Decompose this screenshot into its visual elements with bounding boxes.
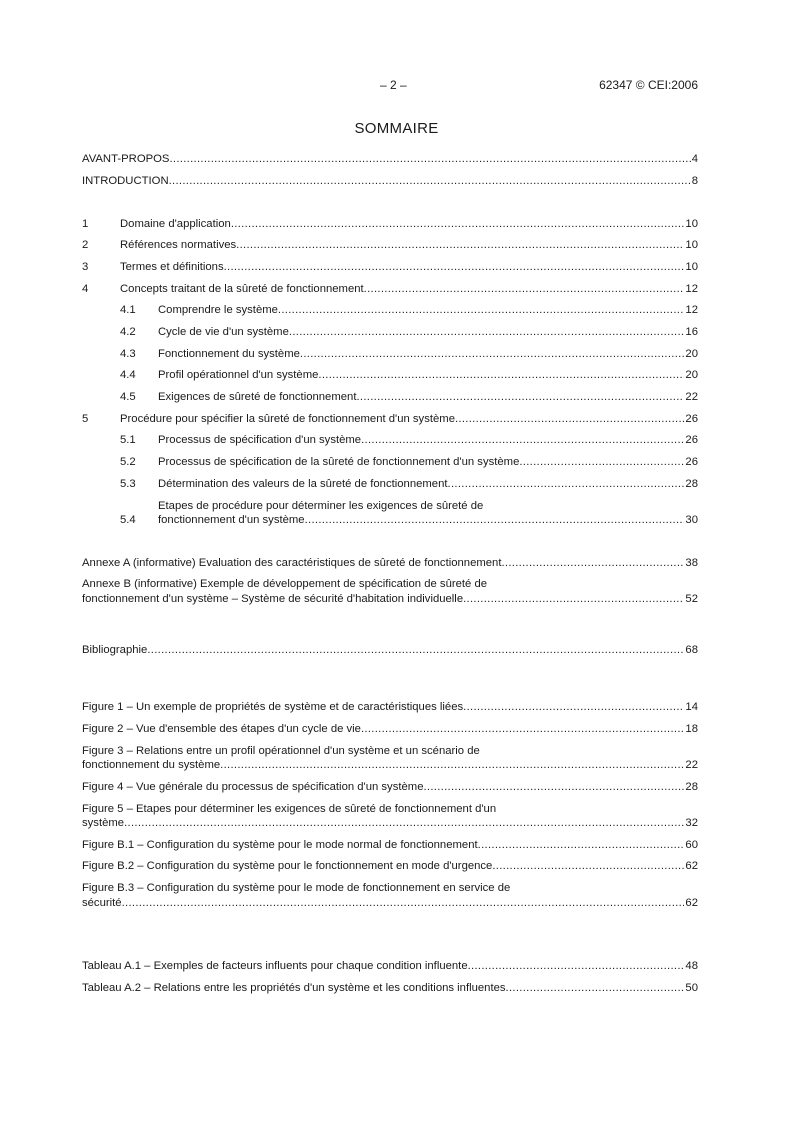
toc-entry-title — [82, 838, 698, 853]
toc-entry[interactable] — [82, 643, 698, 658]
toc-entry-page: 10 — [685, 239, 698, 252]
toc-entry[interactable] — [82, 744, 698, 773]
toc-entry-page: 12 — [685, 304, 698, 317]
toc-figures — [82, 700, 698, 910]
dot-leader — [278, 303, 685, 318]
dot-leader — [147, 643, 684, 658]
page-title: SOMMAIRE — [354, 120, 439, 137]
toc-annexes — [82, 556, 698, 607]
toc-entry-title — [82, 556, 698, 571]
dot-leader — [361, 433, 684, 448]
toc-front-matter — [82, 152, 698, 188]
dot-leader — [224, 260, 685, 275]
dot-leader — [468, 959, 685, 974]
toc-entry-number: 4.3 — [120, 347, 136, 360]
toc-entry-title-line: Tableau A.1 – Exemples de facteurs influents pour chaque condition influente — [82, 960, 468, 973]
dot-leader — [236, 238, 684, 253]
toc-entry-title — [158, 433, 698, 448]
toc-entry-title — [158, 347, 698, 362]
toc-entry-title-line: Figure 4 – Vue générale du processus de spécification d'un système — [82, 780, 424, 793]
toc-entry-number: 4.1 — [120, 304, 136, 317]
toc-entry-page: 30 — [685, 514, 698, 526]
toc-entry-number: 3 — [82, 260, 89, 273]
toc-entry-page: 28 — [685, 477, 698, 490]
toc-entry-title-line: Fonctionnement du système — [158, 347, 300, 360]
toc-entry[interactable] — [82, 174, 698, 189]
toc-entry-page: 28 — [685, 780, 698, 793]
toc-entry-number: 4.4 — [120, 369, 136, 382]
toc-entry-title — [158, 368, 698, 383]
toc-entry-page: 4 — [691, 153, 698, 166]
dot-leader — [300, 347, 685, 362]
toc-entry[interactable] — [82, 477, 698, 492]
toc-entry-number: 5.3 — [120, 477, 136, 490]
dot-leader — [492, 859, 684, 874]
toc-entry-title-line: sécurité — [82, 896, 122, 909]
toc-entry-page: 68 — [685, 643, 698, 656]
toc-entry-title — [158, 303, 698, 318]
toc-entry-title-line: système — [82, 817, 125, 829]
toc-entry-title-line: Profil opérationnel d'un système — [158, 369, 319, 382]
toc-entry-title-line: Comprendre le système — [158, 304, 278, 317]
toc-entry[interactable] — [82, 556, 698, 571]
toc-entry-title-line: Figure 2 – Vue d'ensemble des étapes d'un cycle de vie — [82, 722, 361, 735]
toc-entry-page: 62 — [685, 860, 698, 873]
dot-leader — [289, 325, 685, 340]
toc-entry-title — [82, 881, 698, 910]
toc-entry[interactable] — [82, 455, 698, 470]
toc-entry-number: 5.2 — [120, 456, 136, 469]
dot-leader — [455, 412, 684, 427]
toc-entry[interactable] — [82, 433, 698, 448]
toc-entry-title — [82, 959, 698, 974]
dot-leader — [122, 896, 685, 911]
dot-leader — [519, 455, 684, 470]
toc-entry-page: 10 — [685, 260, 698, 273]
toc-entry-page: 38 — [685, 556, 698, 569]
toc-entry[interactable] — [82, 347, 698, 362]
dot-leader — [361, 722, 684, 737]
toc-entry-title-line: Figure 3 – Relations entre un profil opérationnel d'un système et un scénario de — [82, 744, 480, 757]
toc-entry-title-line: Domaine d'application — [120, 217, 231, 230]
toc-entry-title — [82, 802, 698, 831]
toc-entry-number: 2 — [82, 239, 89, 252]
toc-entry[interactable] — [82, 412, 698, 427]
toc-entry-title — [120, 217, 698, 232]
toc-entry-page: 26 — [685, 434, 698, 447]
toc-entry-title-line: Procédure pour spécifier la sûreté de fonctionnement d'un système — [120, 412, 455, 425]
toc-entry-number: 4.5 — [120, 391, 136, 404]
dot-leader — [501, 556, 684, 571]
toc-entry-title-line: Figure B.2 – Configuration du système pour le fonctionnement en mode d'urgence — [82, 860, 493, 873]
toc-entry-title-line: Références normatives — [120, 239, 237, 252]
toc-entry-title-line: Figure B.1 – Configuration du système pour le mode normal de fonctionnement — [82, 838, 478, 851]
toc-entry-title — [158, 455, 698, 470]
toc-entry-title-line: Annexe B (informative) Exemple de développement de spécification de sûreté de — [82, 578, 488, 591]
dot-leader — [506, 981, 685, 996]
toc-entry[interactable] — [82, 700, 698, 715]
toc-entry[interactable] — [82, 390, 698, 405]
toc-entry-page: 62 — [685, 896, 698, 909]
toc-entry[interactable] — [82, 217, 698, 232]
toc-entry[interactable] — [82, 838, 698, 853]
toc-tables — [82, 959, 698, 995]
toc-entry[interactable] — [82, 152, 698, 167]
dot-leader — [423, 780, 684, 795]
toc-entry-title — [158, 390, 698, 405]
toc-entry-title — [120, 260, 698, 275]
toc-entry-page: 32 — [685, 817, 698, 829]
toc-entry-title-line: Exigences de sûreté de fonctionnement — [158, 391, 357, 404]
toc-entry-number: 5 — [82, 412, 89, 425]
toc-entry-page: 26 — [685, 456, 698, 469]
toc-entry[interactable] — [82, 722, 698, 737]
toc-entry-title-line: fonctionnement d'un système — [158, 514, 305, 526]
toc-entry-title-line: Concepts traitant de la sûreté de fonctionnement — [120, 282, 364, 295]
page-number: – 2 – — [380, 78, 407, 92]
toc-entry[interactable] — [82, 238, 698, 253]
dot-leader — [448, 477, 685, 492]
toc-entry[interactable] — [82, 499, 698, 528]
toc-entry[interactable] — [82, 260, 698, 275]
toc-entry-title-line: Bibliographie — [82, 643, 148, 656]
toc-entry[interactable] — [82, 303, 698, 318]
toc-entry-title-line: Annexe A (informative) Evaluation des caractéristiques de sûreté de fonctionnement — [82, 556, 502, 569]
toc-entry-title — [82, 722, 698, 737]
toc-entry-title-line: Etapes de procédure pour déterminer les exigences de sûreté de — [158, 499, 484, 512]
dot-leader — [478, 838, 685, 853]
toc-entry[interactable] — [82, 577, 698, 606]
toc-entry-page: 22 — [685, 391, 698, 404]
toc-entry[interactable] — [82, 881, 698, 910]
dot-leader — [364, 282, 685, 297]
toc-bibliography — [82, 643, 698, 658]
dot-leader — [463, 592, 684, 607]
toc-entry-number: 5.4 — [120, 514, 136, 526]
toc-entry[interactable] — [82, 780, 698, 795]
dot-leader — [169, 174, 691, 189]
toc-entry-title-line: Processus de spécification d'un système — [158, 434, 362, 447]
toc-entry-title — [82, 780, 698, 795]
toc-entry-title-line: fonctionnement d'un système – Système de sécurité d'habitation individuelle — [82, 592, 464, 605]
toc-entry-title-line: Détermination des valeurs de la sûreté de fonctionnement — [158, 477, 448, 490]
toc-entry-page: 16 — [685, 326, 698, 338]
toc-entry-number: 5.1 — [120, 434, 136, 447]
toc-entry-title — [120, 282, 698, 297]
toc-entry-page: 20 — [685, 369, 698, 382]
toc-entry-page: 22 — [685, 759, 698, 772]
document-reference: 62347 © CEI:2006 — [599, 78, 698, 92]
toc-entry[interactable] — [82, 802, 698, 831]
toc-entry-page: 26 — [685, 412, 698, 425]
dot-leader — [169, 152, 690, 167]
toc-entry-title — [120, 238, 698, 253]
toc-entry[interactable] — [82, 325, 698, 340]
toc-entry-page: 12 — [685, 282, 698, 295]
dot-leader — [231, 217, 685, 232]
toc-entry-title-line: Figure 1 – Un exemple de propriétés de système et de caractéristiques liées — [82, 701, 464, 714]
toc-entry-title-line: Cycle de vie d'un système — [158, 326, 289, 338]
toc-entry-title — [82, 174, 698, 189]
toc-entry-page: 14 — [685, 701, 698, 714]
toc-entry-number: 4 — [82, 282, 89, 295]
toc-entry-page: 18 — [685, 722, 698, 735]
toc-entry-title — [82, 981, 698, 996]
toc-entry-title — [158, 499, 698, 528]
dot-leader — [356, 390, 684, 405]
toc-entry-title — [82, 152, 698, 167]
toc-entry-title-line: Termes et définitions — [120, 260, 224, 273]
toc-entry-title-line: Figure B.3 – Configuration du système pour le mode de fonctionnement en service de — [82, 882, 511, 895]
toc-entry-title — [82, 700, 698, 715]
toc-entry-title — [82, 643, 698, 658]
toc-entry-page: 60 — [685, 838, 698, 851]
toc-entry-page: 50 — [685, 981, 698, 994]
toc-clauses — [82, 217, 698, 528]
toc-entry[interactable] — [82, 368, 698, 383]
toc-entry[interactable] — [82, 959, 698, 974]
toc-entry-page: 52 — [685, 592, 698, 605]
toc-entry[interactable] — [82, 282, 698, 297]
toc-entry-title-line: AVANT-PROPOS — [82, 153, 170, 166]
toc-entry-title-line: Processus de spécification de la sûreté de fonctionnement d'un système — [158, 456, 520, 469]
toc-entry-title-line: Figure 5 – Etapes pour déterminer les exigences de sûreté de fonctionnement d'un — [82, 802, 497, 815]
toc-entry-title — [82, 744, 698, 773]
toc-entry-title — [82, 859, 698, 874]
toc-entry-page: 10 — [685, 217, 698, 230]
dot-leader — [305, 513, 685, 528]
dot-leader — [124, 816, 684, 831]
toc-entry-number: 4.2 — [120, 326, 136, 338]
toc-entry-page: 8 — [691, 174, 698, 187]
toc-entry-title — [158, 477, 698, 492]
dot-leader — [318, 368, 684, 383]
toc-entry[interactable] — [82, 981, 698, 996]
toc-entry-title — [158, 325, 698, 340]
toc-entry-page: 20 — [685, 347, 698, 360]
toc-entry-title — [120, 412, 698, 427]
toc-entry-page: 48 — [685, 960, 698, 973]
toc-entry-number: 1 — [82, 217, 89, 230]
toc-entry-title — [82, 577, 698, 606]
dot-leader — [220, 758, 684, 773]
toc-entry-title-line: INTRODUCTION — [82, 174, 169, 187]
toc-entry-title-line: fonctionnement du système — [82, 759, 221, 772]
toc-entry-title-line: Tableau A.2 – Relations entre les propriétés d'un système et les conditions influentes — [82, 981, 506, 994]
dot-leader — [463, 700, 684, 715]
table-of-contents — [82, 145, 698, 995]
toc-entry[interactable] — [82, 859, 698, 874]
